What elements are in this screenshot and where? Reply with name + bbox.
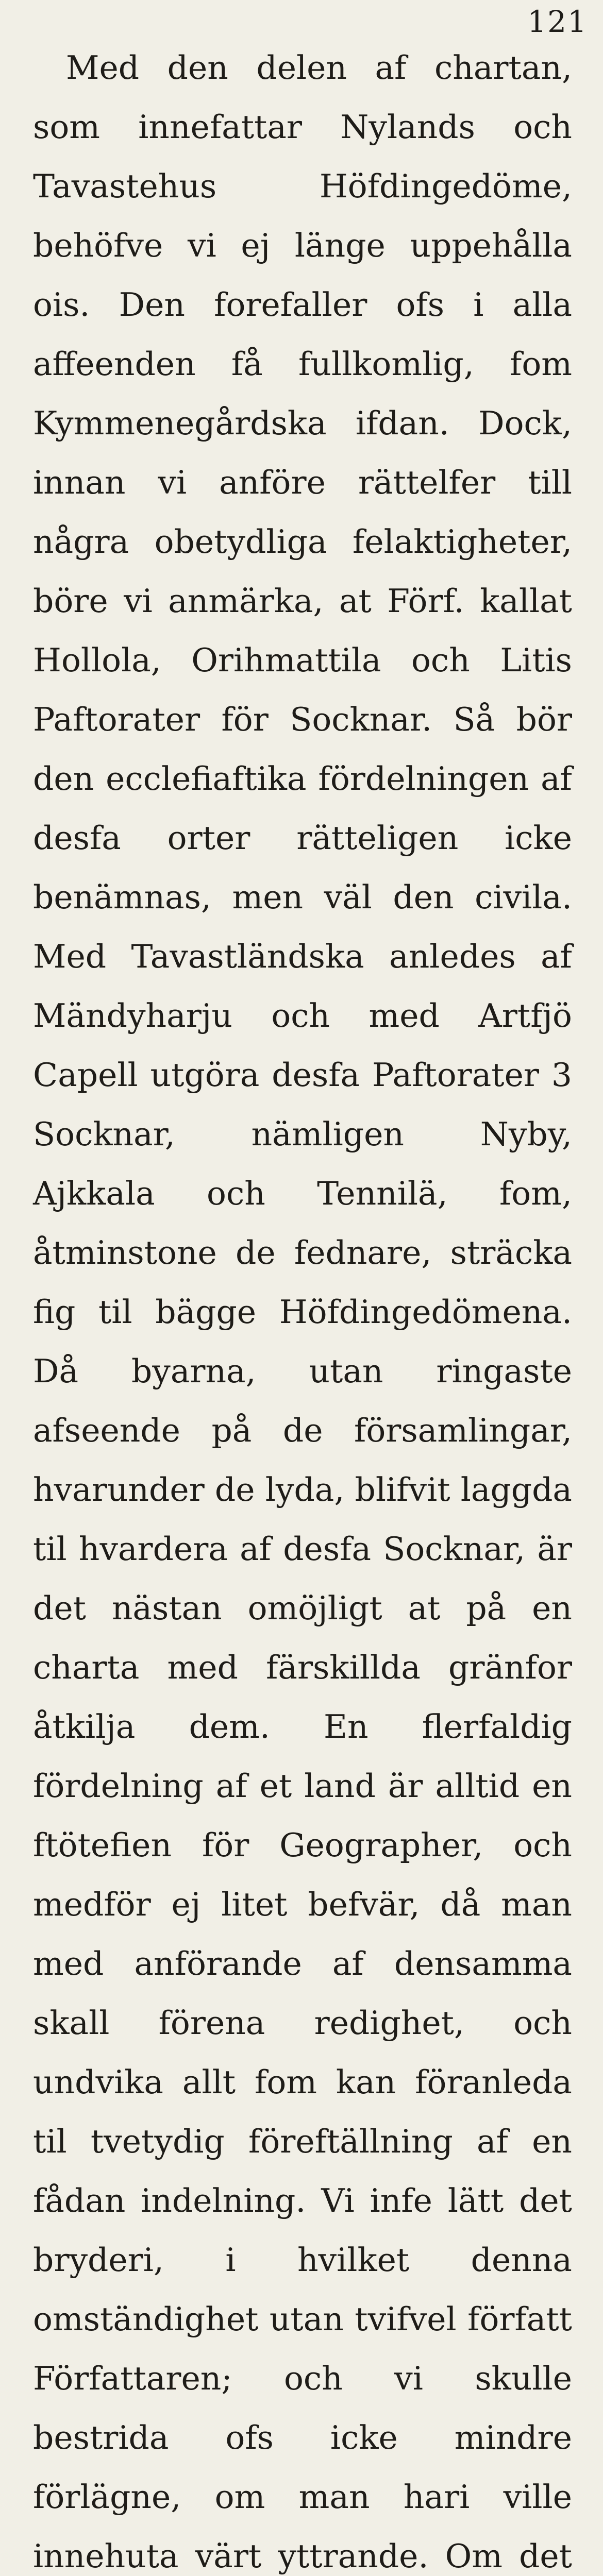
article-body xyxy=(33,38,572,2576)
page-number: 121 xyxy=(527,4,588,39)
paragraph-1: Med den delen af chartan, som innefattar Nylands och Tavastehus Höfdingedöme, behöfve vi ej länge uppehålla ois. Den forefaller ofs i alla affeenden få fullkomlig, fom Kymmenegårdska ifdan. Dock, innan vi anföre rättelfer till några obetydliga felaktigheter, böre vi anmärka, at Förf. kallat Hollola, Orihmattila och Litis Paftorater för Socknar. Så bör den ecclefiaftika fördelningen af desfa orter rätteligen icke benämnas, men väl den civila. Med Tavastländska anledes af Mändyharju och med Artfjö Capell utgöra desfa Paftorater 3 Socknar, nämligen Nyby, Ajkkala och Tennilä, fom, åtminstone de fednare, sträcka fig til bägge Höfdingedömena. Då byarna, utan ringaste afseende på de församlingar, hvarunder de lyda, blifvit laggda til hvardera af desfa Socknar, är det nästan omöjligt at på en charta med färskillda gränfor åtkilja dem. En flerfaldig fördelning af et land är alltid en ftötefien för Geographer, och medför ej litet befvär, då man med anförande af densamma skall förena redighet, och undvika allt fom kan föranleda til tvetydig föreftällning af en fådan indelning. Vi infe lätt det bryderi, i hvilket denna omständighet utan tvifvel författ Författaren; och vi skulle bestrida ofs icke mindre förlägne, om man hari ville innehuta värt yttrande. Om det xyxy=(33,49,572,2575)
